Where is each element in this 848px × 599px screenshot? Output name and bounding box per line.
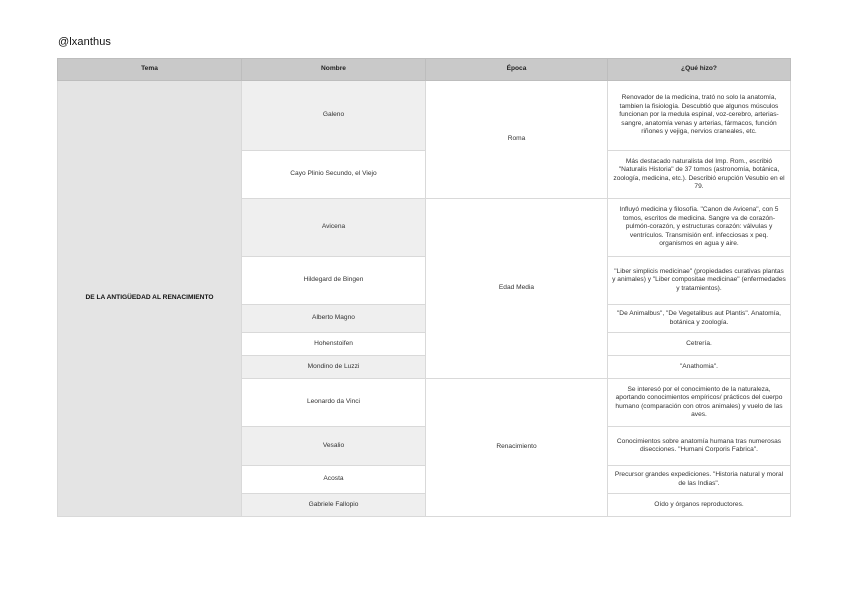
header-nombre: Nombre (242, 59, 426, 81)
que-hizo-cell: Precursor grandes expediciones. "Historia natural y moral de las Indias". (608, 466, 791, 494)
nombre-cell: Mondino de Luzzi (242, 356, 426, 379)
nombre-cell: Acosta (242, 466, 426, 494)
nombre-cell: Cayo Plinio Secundo, el Viejo (242, 151, 426, 199)
header-epoca: Época (426, 59, 608, 81)
que-hizo-cell: Oído y órganos reproductores. (608, 494, 791, 517)
nombre-cell: Leonardo da Vinci (242, 379, 426, 427)
author-handle: @lxanthus (58, 36, 112, 48)
nombre-cell: Avicena (242, 199, 426, 257)
nombre-cell: Vesalio (242, 427, 426, 466)
que-hizo-cell: "Liber simplicis medicinae" (propiedades curativas plantas y animales) y "Liber compositae medicinae" (enfermedades y tratamientos). (608, 257, 791, 305)
que-hizo-cell: Influyó medicina y filosofía. "Canon de Avicena", con 5 tomos, escritos de medicina. Sangre va de corazón-pulmón-corazón, y estructuras corazón: válvulas y ventrículos. Transmisión enf. infecciosas x peq. organismos en agua y aire. (608, 199, 791, 257)
epoca-cell-renacimiento: Renacimiento (426, 379, 608, 517)
header-tema: Tema (58, 59, 242, 81)
que-hizo-cell: Conocimientos sobre anatomía humana tras numerosas disecciones. "Humani Corporis Fabrica". (608, 427, 791, 466)
epoca-cell-roma: Roma (426, 81, 608, 199)
que-hizo-cell: Renovador de la medicina, trató no solo la anatomía, tambien la fisiología. Descubtió que algunos músculos funcionan por la medula espinal, voz-cerebro, arterias-sangre, anatomía venas y arterias, fármacos, función riñones y vejiga, nervios craneales, etc. (608, 81, 791, 151)
header-que-hizo: ¿Qué hizo? (608, 59, 791, 81)
que-hizo-cell: "De Animalbus", "De Vegetalibus aut Plantis". Anatomía, botánica y zoología. (608, 305, 791, 333)
table-row (58, 81, 791, 151)
que-hizo-cell: "Anathomia". (608, 356, 791, 379)
que-hizo-cell: Más destacado naturalista del Imp. Rom., escribió "Naturalis Historia" de 37 tomos (astronomía, botánica, zoología, medicina, etc.). Describió erupción Vesubio en el 79. (608, 151, 791, 199)
nombre-cell: Hohenstoifen (242, 333, 426, 356)
que-hizo-cell: Cetrería. (608, 333, 791, 356)
epoca-cell-edad-media: Edad Media (426, 199, 608, 379)
nombre-cell: Hildegard de Bingen (242, 257, 426, 305)
nombre-cell: Galeno (242, 81, 426, 151)
que-hizo-cell: Se interesó por el conocimiento de la naturaleza, aportando conocimientos empíricos/ prácticos del cuerpo humano (comparación con otros animales) y vuelo de las aves. (608, 379, 791, 427)
history-table (57, 58, 791, 517)
nombre-cell: Gabriele Fallopio (242, 494, 426, 517)
header-row (58, 59, 791, 81)
nombre-cell: Alberto Magno (242, 305, 426, 333)
tema-cell: DE LA ANTIGÜEDAD AL RENACIMIENTO (58, 81, 242, 517)
